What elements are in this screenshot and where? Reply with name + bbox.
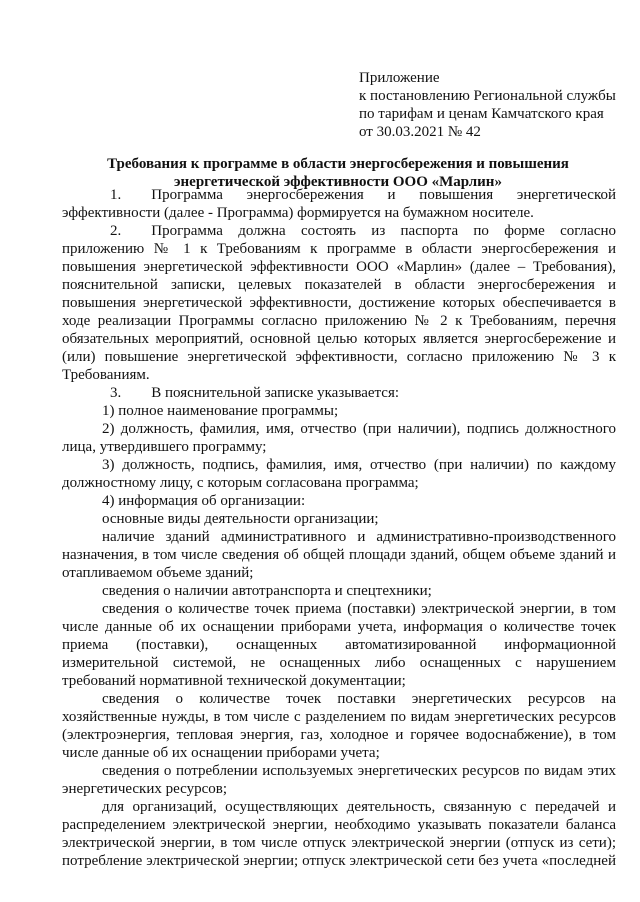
header-line: по тарифам и ценам Камчатского края: [359, 106, 604, 122]
title-line: Требования к программе в области энергосбережения и повышения: [107, 156, 569, 172]
appendix-header: [359, 69, 616, 141]
paragraph: сведения о наличии автотранспорта и спецтехники;: [102, 583, 432, 599]
document-body: [62, 186, 616, 870]
paragraph: 3. В пояснительной записке указывается:: [110, 385, 400, 401]
paragraph: 2. Программа должна состоять из паспорта по форме согласно приложению № 1 к Требованиям к программе в области энергосбережения и повышения энергетической эффективности ООО «Марлин» (далее – Требования), пояснительной записки, целевых показателей в области энергосбережения и повышения энергетической эффективности, достижение которых обеспечивается в ходе реализации Программы согласно приложению № 2 к Требованиям, перечня обязательных мероприятий, основной целью которых является энергосбережение и (или) повышение энергетической эффективности, согласно приложению № 3 к Требованиям.: [62, 223, 616, 383]
paragraph: 3) должность, подпись, фамилия, имя, отчество (при наличии) по каждому должностному лицу, с которым согласована программа;: [62, 457, 616, 491]
paragraph: основные виды деятельности организации;: [102, 511, 379, 527]
paragraph: сведения о потреблении используемых энергетических ресурсов по видам этих энергетических ресурсов;: [62, 763, 616, 797]
paragraph: 1. Программа энергосбережения и повышения энергетической эффективности (далее - Программа) формируется на бумажном носителе.: [62, 187, 616, 221]
paragraph: сведения о количестве точек приема (поставки) электрической энергии, в том числе данные об их оснащении приборами учета, информация о количестве точек приема (поставки), оснащенных автоматизированной информационной измерительной системой, не оснащенных либо оснащенных с нарушением требований нормативной технической документации;: [62, 601, 616, 689]
paragraph: для организаций, осуществляющих деятельность, связанную с передачей и распределением электрической энергии, необходимо указывать показатели баланса электрической энергии, в том числе отпуск электрической энергии (отпуск из сети); потребление электрической энергии; отпуск электрической сети без учета «последней: [62, 799, 616, 869]
header-line: Приложение: [359, 70, 440, 86]
paragraph: 4) информация об организации:: [102, 493, 306, 509]
paragraph: сведения о количестве точек поставки энергетических ресурсов на хозяйственные нужды, в том числе с разделением по видам энергетических ресурсов (электроэнергия, тепловая энергия, газ, холодное и горячее водоснабжение), в том числе данные об их оснащении приборами учета;: [62, 691, 616, 761]
paragraph: наличие зданий административного и административно-производственного назначения, в том числе сведения об общей площади зданий, общем объеме зданий и отапливаемом объеме зданий;: [62, 529, 616, 581]
paragraph: 1) полное наименование программы;: [102, 403, 339, 419]
paragraph: 2) должность, фамилия, имя, отчество (при наличии), подпись должностного лица, утвердившего программу;: [62, 421, 616, 455]
header-line: к постановлению Региональной службы: [359, 88, 616, 104]
header-line: от 30.03.2021 № 42: [359, 124, 481, 140]
title-line: энергетической эффективности ООО «Марлин»: [174, 174, 502, 190]
